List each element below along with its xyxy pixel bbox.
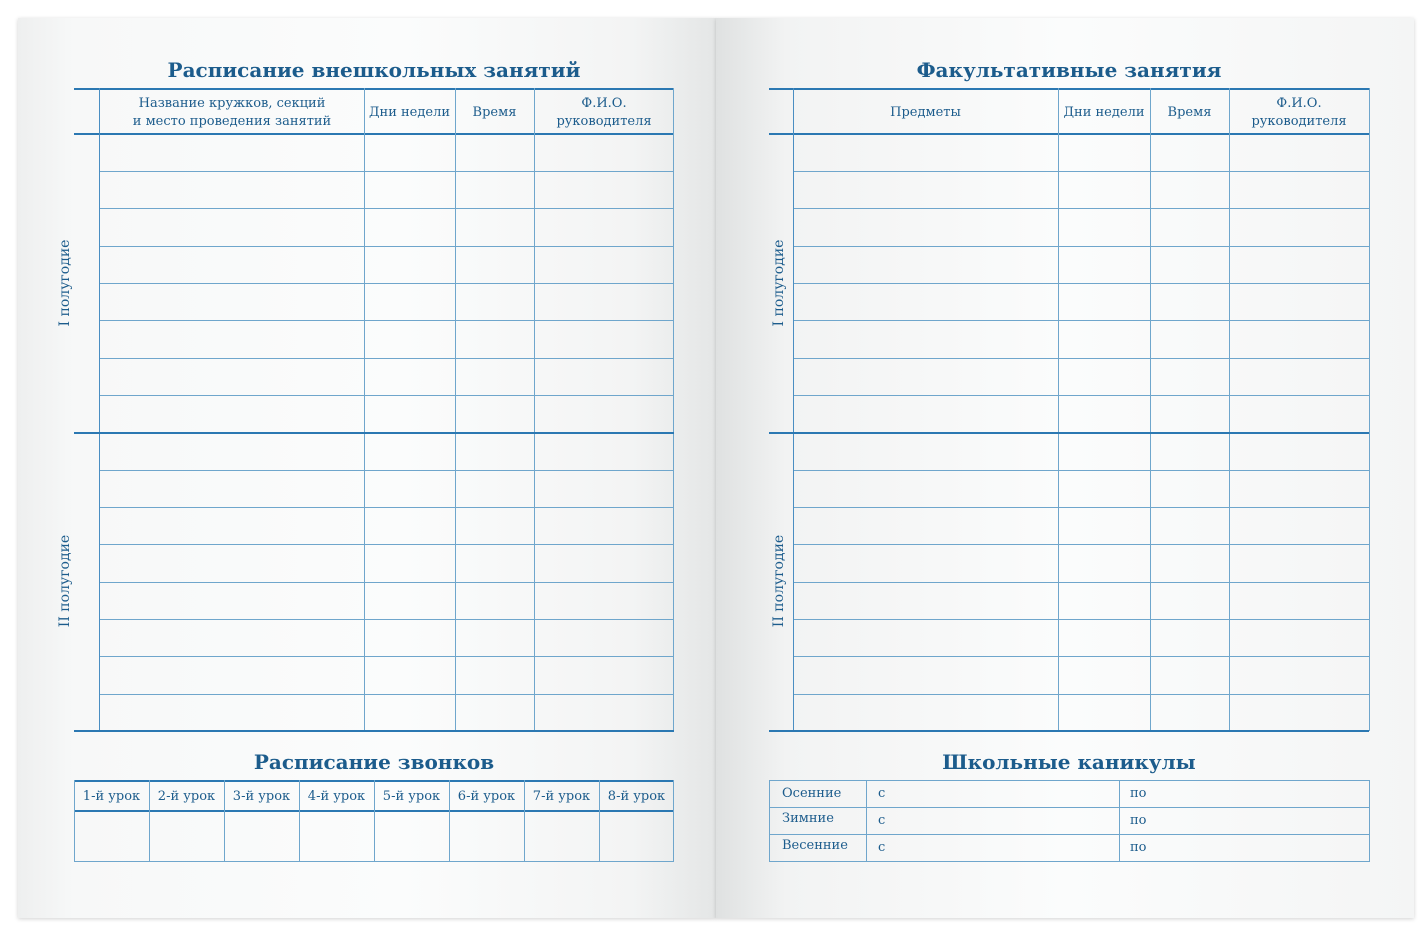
table-vline-2 bbox=[1058, 88, 1059, 731]
row-rule bbox=[100, 358, 674, 359]
half-year-2-label: II полугодие bbox=[771, 534, 787, 628]
column-header-name-line2: и место проведения занятий bbox=[132, 114, 332, 129]
vacations-vline bbox=[769, 780, 770, 862]
column-header-time: Время bbox=[472, 105, 517, 120]
vacations-vline bbox=[866, 780, 867, 862]
table-vline-3 bbox=[1150, 88, 1151, 731]
table-bottom-rule bbox=[769, 730, 1369, 732]
column-header-leader-line1: Ф.И.О. bbox=[581, 96, 627, 111]
table-header-rule bbox=[74, 133, 674, 135]
half-year-1-label: I полугодие bbox=[771, 239, 787, 327]
vacations-rule bbox=[769, 807, 1369, 808]
table-vline-2 bbox=[364, 88, 365, 731]
row-rule bbox=[100, 544, 674, 545]
row-rule bbox=[794, 619, 1369, 620]
row-rule bbox=[100, 171, 674, 172]
row-rule bbox=[794, 320, 1369, 321]
row-rule bbox=[794, 395, 1369, 396]
vacation-autumn-label: Осенние bbox=[782, 786, 842, 801]
table-header-rule bbox=[769, 133, 1369, 135]
row-rule bbox=[794, 283, 1369, 284]
row-rule bbox=[100, 320, 674, 321]
half-year-2-label: II полугодие bbox=[57, 534, 73, 628]
vacations-rule bbox=[769, 861, 1369, 862]
vacations-rule bbox=[769, 780, 1369, 781]
table-vline-3 bbox=[455, 88, 456, 731]
column-header-leader-line1: Ф.И.О. bbox=[1276, 96, 1322, 111]
half-year-1-label: I полугодие bbox=[57, 239, 73, 327]
row-rule bbox=[794, 507, 1369, 508]
lesson-3-label: 3-й урок bbox=[232, 789, 291, 804]
vacations-rule bbox=[769, 834, 1369, 835]
row-rule bbox=[794, 246, 1369, 247]
table-top-rule bbox=[769, 88, 1369, 90]
row-rule bbox=[794, 694, 1369, 695]
vacation-winter-to: по bbox=[1130, 813, 1147, 828]
half-divider-rule bbox=[74, 432, 674, 434]
vacation-autumn-to: по bbox=[1130, 786, 1147, 801]
lesson-5-label: 5-й урок bbox=[382, 789, 441, 804]
vacations-vline bbox=[1369, 780, 1370, 862]
column-header-leader-line2: руководителя bbox=[556, 114, 652, 129]
lesson-2-label: 2-й урок bbox=[157, 789, 216, 804]
lesson-6-label: 6-й урок bbox=[457, 789, 516, 804]
table-bottom-rule bbox=[74, 730, 674, 732]
table-vline-1 bbox=[793, 88, 794, 731]
row-rule bbox=[100, 582, 674, 583]
table-vline-4 bbox=[534, 88, 535, 731]
column-header-leader-line2: руководителя bbox=[1251, 114, 1347, 129]
lesson-1-label: 1-й урок bbox=[82, 789, 141, 804]
vacation-autumn-from: с bbox=[878, 786, 886, 801]
vacation-winter-from: с bbox=[878, 813, 886, 828]
vacation-spring-from: с bbox=[878, 840, 886, 855]
column-header-subjects: Предметы bbox=[890, 105, 961, 120]
row-rule bbox=[794, 582, 1369, 583]
column-header-name-line1: Название кружков, секций bbox=[138, 96, 326, 111]
lesson-8-label: 8-й урок bbox=[607, 789, 666, 804]
row-rule bbox=[100, 283, 674, 284]
table-vline-5 bbox=[673, 88, 674, 731]
column-header-time: Время bbox=[1167, 105, 1212, 120]
row-rule bbox=[100, 507, 674, 508]
row-rule bbox=[100, 470, 674, 471]
row-rule bbox=[100, 619, 674, 620]
table-vline-5 bbox=[1369, 88, 1370, 731]
row-rule bbox=[100, 694, 674, 695]
vacation-winter-label: Зимние bbox=[782, 811, 834, 826]
table-vline-1 bbox=[99, 88, 100, 731]
row-rule bbox=[100, 208, 674, 209]
row-rule bbox=[100, 246, 674, 247]
electives-title: Факультативные занятия bbox=[916, 58, 1222, 82]
row-rule bbox=[794, 358, 1369, 359]
vacations-title: Школьные каникулы bbox=[942, 750, 1196, 774]
lesson-7-label: 7-й урок bbox=[532, 789, 591, 804]
row-rule bbox=[794, 171, 1369, 172]
half-divider-rule bbox=[769, 432, 1369, 434]
table-top-rule bbox=[74, 88, 674, 90]
column-header-days: Дни недели bbox=[1063, 105, 1145, 120]
left-page bbox=[18, 18, 716, 918]
row-rule bbox=[794, 544, 1369, 545]
row-rule bbox=[100, 656, 674, 657]
bells-title: Расписание звонков bbox=[253, 750, 495, 774]
vacation-spring-label: Весенние bbox=[782, 838, 848, 853]
extracurricular-title: Расписание внешкольных занятий bbox=[167, 58, 581, 82]
row-rule bbox=[100, 395, 674, 396]
row-rule bbox=[794, 470, 1369, 471]
row-rule bbox=[794, 656, 1369, 657]
vacations-vline bbox=[1119, 780, 1120, 862]
vacation-spring-to: по bbox=[1130, 840, 1147, 855]
lesson-4-label: 4-й урок bbox=[307, 789, 366, 804]
right-page bbox=[716, 18, 1414, 918]
row-rule bbox=[794, 208, 1369, 209]
column-header-days: Дни недели bbox=[368, 105, 450, 120]
table-vline-4 bbox=[1229, 88, 1230, 731]
